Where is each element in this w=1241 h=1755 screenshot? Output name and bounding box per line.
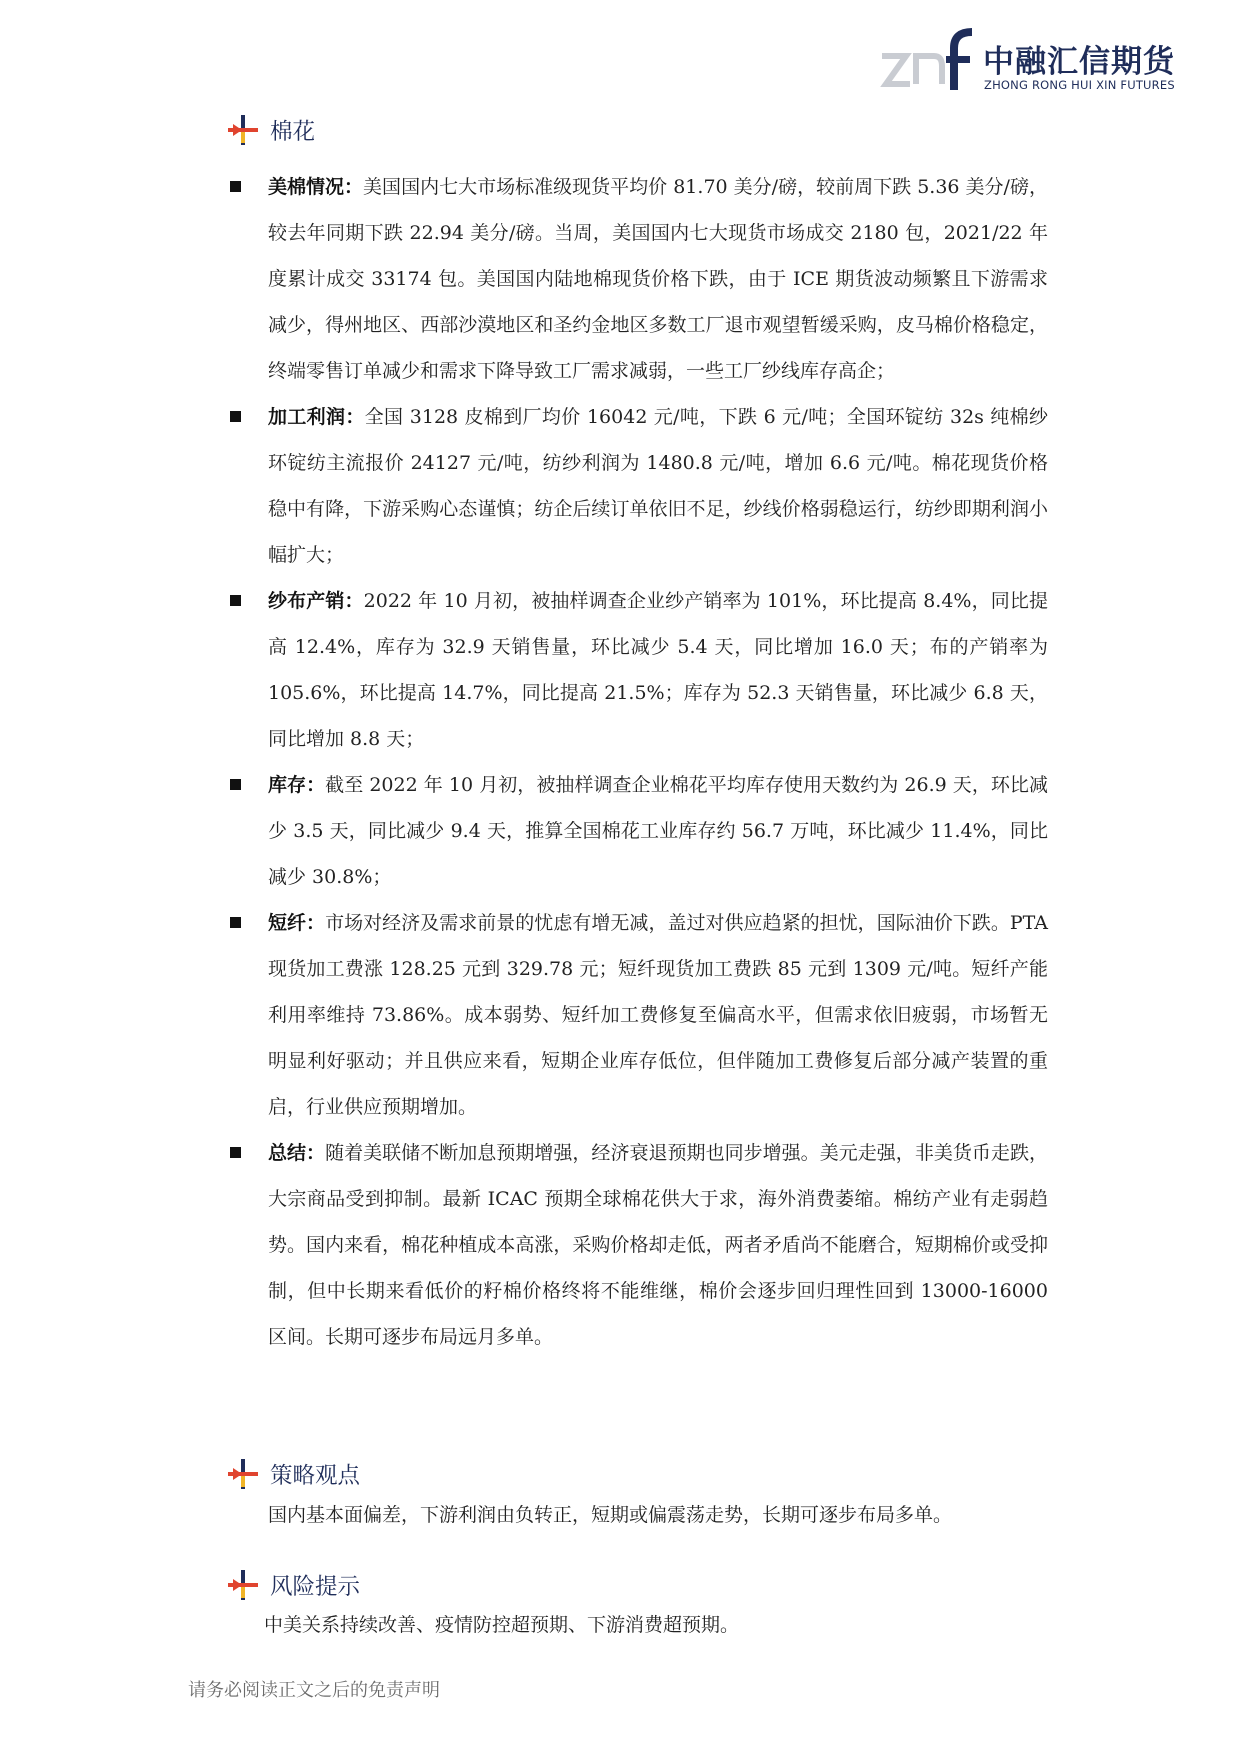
company-logo	[880, 26, 1210, 92]
square-bullet-icon	[230, 779, 241, 790]
square-bullet-icon	[230, 595, 241, 606]
section-title: 风险提示	[270, 1574, 361, 1600]
item-label: 纱布产销：	[268, 590, 364, 612]
cross-arrow-icon	[228, 115, 258, 145]
list-item	[228, 900, 1048, 1130]
item-text: 市场对经济及需求前景的忧虑有增无减，盖过对供应趋紧的担忧，国际油价下跌。PTA 现货加工费涨 128.25 元到 329.78 元；短纤现货加工费跌 85 元到 1309 元/吨。短纤产能利用率维持 73.86%。成本弱势、短纤加工费修复至偏高水平，但需求依旧疲弱，市场暂无明显利好驱动；并且供应来看，短期企业库存低位，但伴随加工费修复后部分减产装置的重启，行业供应预期增加。	[268, 912, 1048, 1118]
list-item	[228, 762, 1048, 900]
strategy-text: 国内基本面偏差，下游利润由负转正，短期或偏震荡走势，长期可逐步布局多单。	[268, 1504, 953, 1526]
item-label: 加工利润：	[268, 406, 365, 428]
list-item	[228, 1130, 1048, 1360]
item-label: 库存：	[268, 774, 326, 796]
item-label: 短纤：	[268, 912, 326, 934]
item-text: 随着美联储不断加息预期增强，经济衰退预期也同步增强。美元走强，非美货币走跌，大宗商品受到抑制。最新 ICAC 预期全球棉花供大于求，海外消费萎缩。棉纺产业有走弱趋势。国内来看，棉花种植成本高涨，采购价格却走低，两者矛盾尚不能磨合，短期棉价或受抑制，但中长期来看低价的籽棉价格终将不能维继，棉价会逐步回归理性回到 13000-16000 区间。长期可逐步布局远月多单。	[268, 1142, 1048, 1348]
section-heading-risk	[228, 1569, 360, 1601]
logo-mark-icon	[880, 26, 976, 92]
item-text: 2022 年 10 月初，被抽样调查企业纱产销率为 101%，环比提高 8.4%，同比提高 12.4%，库存为 32.9 天销售量，环比减少 5.4 天，同比增加 16.0 天；布的产销率为 105.6%，环比提高 14.7%，同比提高 21.5%；库存为 52.3 天销售量，环比减少 6.8 天，同比增加 8.8 天；	[268, 590, 1048, 750]
item-text: 美国国内七大市场标准级现货平均价 81.70 美分/磅，较前周下跌 5.36 美分/磅，较去年同期下跌 22.94 美分/磅。当周，美国国内七大现货市场成交 2180 包，2021/22 年度累计成交 33174 包。美国国内陆地棉现货价格下跌，由于 ICE 期货波动频繁且下游需求减少，得州地区、西部沙漠地区和圣约金地区多数工厂退市观望暂缓采购，皮马棉价格稳定，终端零售订单减少和需求下降导致工厂需求减弱，一些工厂纱线库存高企；	[268, 176, 1048, 382]
item-text: 截至 2022 年 10 月初，被抽样调查企业棉花平均库存使用天数约为 26.9 天，环比减少 3.5 天，同比减少 9.4 天，推算全国棉花工业库存约 56.7 万吨，环比减少 11.4%，同比减少 30.8%；	[268, 774, 1048, 888]
cross-arrow-icon	[228, 1570, 258, 1600]
item-text: 全国 3128 皮棉到厂均价 16042 元/吨，下跌 6 元/吨；全国环锭纺 32s 纯棉纱环锭纺主流报价 24127 元/吨，纺纱利润为 1480.8 元/吨，增加 6.6 元/吨。棉花现货价格稳中有降，下游采购心态谨慎；纺企后续订单依旧不足，纱线价格弱稳运行，纺纱即期利润小幅扩大；	[268, 406, 1048, 566]
list-item	[228, 164, 1048, 394]
square-bullet-icon	[230, 181, 241, 192]
square-bullet-icon	[230, 917, 241, 928]
footer-disclaimer: 请务必阅读正文之后的免责声明	[188, 1680, 440, 1701]
list-item	[228, 578, 1048, 762]
section-heading-strategy	[228, 1458, 360, 1490]
cross-arrow-icon	[228, 1459, 258, 1489]
logo-name-en: ZHONG RONG HUI XIN FUTURES	[984, 78, 1175, 92]
bullet-list	[228, 164, 1048, 1360]
square-bullet-icon	[230, 1147, 241, 1158]
logo-name-cn: 中融汇信期货	[983, 44, 1175, 80]
square-bullet-icon	[230, 411, 241, 422]
item-label: 美棉情况：	[268, 176, 364, 198]
list-item	[228, 394, 1048, 578]
item-label: 总结：	[268, 1142, 326, 1164]
section-title: 策略观点	[270, 1463, 361, 1489]
section-title: 棉花	[270, 119, 316, 145]
section-heading-cotton	[228, 114, 315, 146]
risk-text: 中美关系持续改善、疫情防控超预期、下游消费超预期。	[264, 1614, 740, 1636]
